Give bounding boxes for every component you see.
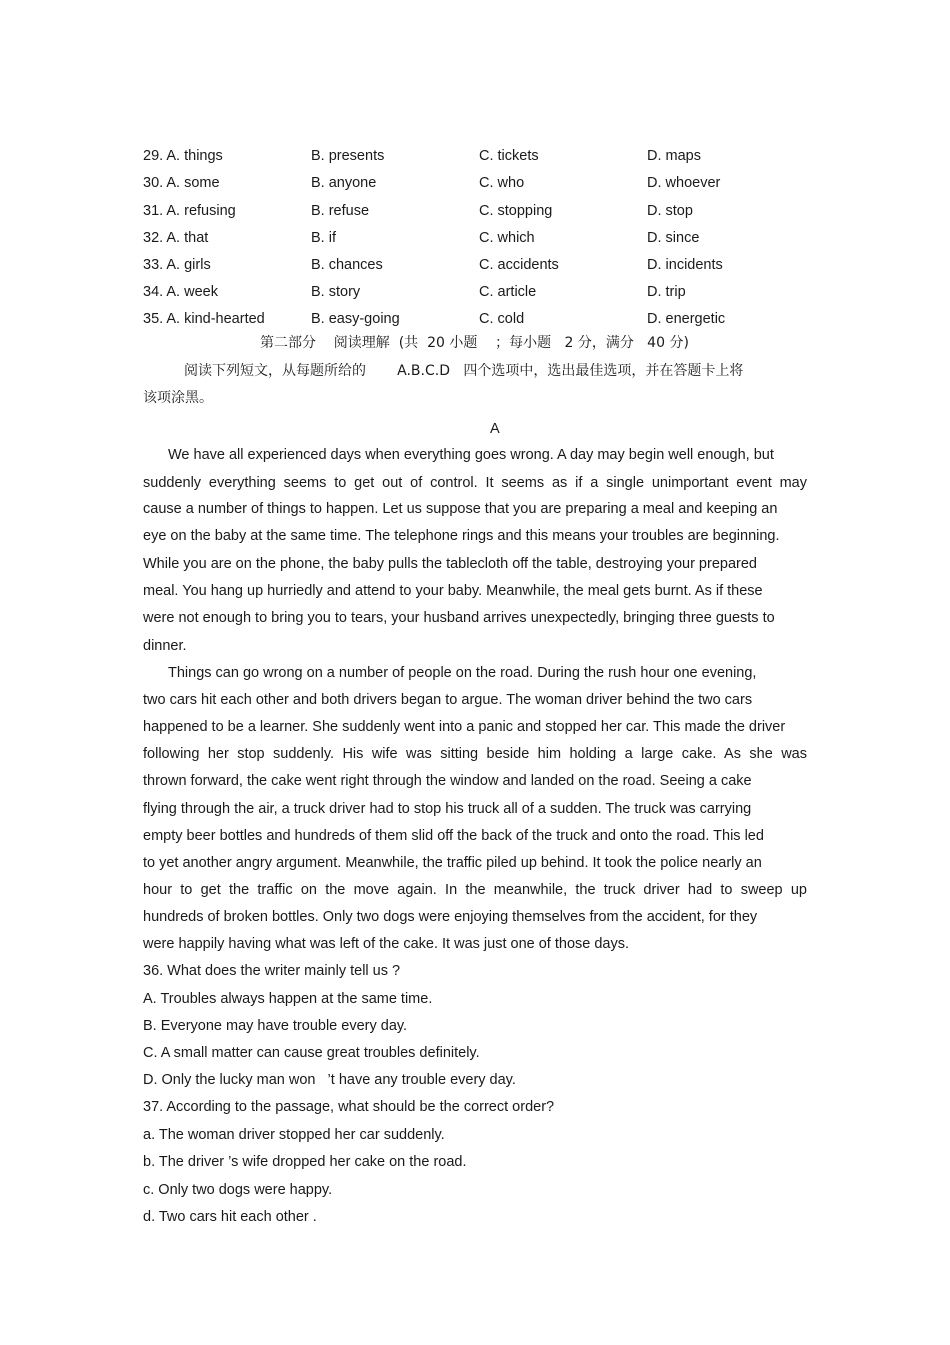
passage-line: to yet another angry argument. Meanwhile, the traffic piled up behind. It took the police nearly an [143, 855, 762, 871]
option-c: C. stopping [479, 203, 553, 219]
option-c: C. tickets [479, 148, 539, 164]
passage-label: A [490, 421, 500, 437]
question-option: A. Troubles always happen at the same time. [143, 991, 433, 1007]
passage-line: empty beer bottles and hundreds of them slid off the back of the truck and onto the road. This led [143, 828, 764, 844]
passage-line: flying through the air, a truck driver had to stop his truck all of a sudden. The truck was carrying [143, 801, 752, 817]
question-item: c. Only two dogs were happy. [143, 1182, 333, 1198]
option-d: D. stop [647, 203, 693, 219]
passage-line: suddenly everything seems to get out of control. It seems as if a single unimportant event may [143, 475, 807, 491]
question-option: C. A small matter can cause great troubles definitely. [143, 1045, 480, 1061]
passage-line: happened to be a learner. She suddenly went into a panic and stopped her car. This made the driver [143, 719, 786, 735]
option-c: C. cold [479, 311, 525, 327]
passage-line: hundreds of broken bottles. Only two dogs were enjoying themselves from the accident, for they [143, 909, 758, 925]
section-title: 第二部分 阅读理解 (共 20 小题 ；每小题 2 分，满分 40 分) [260, 335, 689, 351]
option-c: C. which [479, 230, 535, 246]
option-b: B. chances [311, 257, 383, 273]
option-a: 30. A. some [143, 175, 220, 191]
passage-line: two cars hit each other and both drivers began to argue. The woman driver behind the two cars [143, 692, 753, 708]
option-d: D. trip [647, 284, 686, 300]
passage-line: were happily having what was left of the cake. It was just one of those days. [143, 936, 630, 952]
passage-line: meal. You hang up hurriedly and attend to your baby. Meanwhile, the meal gets burnt. As if these [143, 583, 763, 599]
option-d: D. maps [647, 148, 701, 164]
question-item: b. The driver ’s wife dropped her cake on the road. [143, 1154, 467, 1170]
passage-line: following her stop suddenly. His wife was sitting beside him holding a large cake. As she was [143, 746, 807, 762]
option-b: B. presents [311, 148, 385, 164]
option-a: 35. A. kind-hearted [143, 311, 265, 327]
option-a: 33. A. girls [143, 257, 211, 273]
section-instruction: 阅读下列短文，从每题所给的 A.B.C.D 四个选项中，选出最佳选项，并在答题卡上将 [184, 363, 744, 379]
option-b: B. if [311, 230, 336, 246]
option-b: B. refuse [311, 203, 370, 219]
option-a: 34. A. week [143, 284, 218, 300]
option-b: B. easy-going [311, 311, 400, 327]
option-b: B. anyone [311, 175, 377, 191]
passage-line: We have all experienced days when everything goes wrong. A day may begin well enough, but [168, 447, 774, 463]
passage-line: Things can go wrong on a number of people on the road. During the rush hour one evening, [168, 665, 757, 681]
option-d: D. whoever [647, 175, 721, 191]
passage-line: hour to get the traffic on the move again. In the meanwhile, the truck driver had to sweep up [143, 882, 807, 898]
option-b: B. story [311, 284, 361, 300]
passage-line: cause a number of things to happen. Let us suppose that you are preparing a meal and keeping an [143, 501, 778, 517]
question-option: D. Only the lucky man won ’t have any trouble every day. [143, 1072, 516, 1088]
question-item: a. The woman driver stopped her car suddenly. [143, 1127, 445, 1143]
option-a: 29. A. things [143, 148, 223, 164]
option-d: D. since [647, 230, 700, 246]
option-d: D. incidents [647, 257, 723, 273]
question-37: 37. According to the passage, what should be the correct order? [143, 1099, 555, 1115]
passage-line: eye on the baby at the same time. The telephone rings and this means your troubles are beginning. [143, 528, 780, 544]
passage-line: While you are on the phone, the baby pulls the tablecloth off the table, destroying your prepared [143, 556, 757, 572]
option-a: 31. A. refusing [143, 203, 236, 219]
option-c: C. accidents [479, 257, 559, 273]
option-d: D. energetic [647, 311, 726, 327]
option-a: 32. A. that [143, 230, 209, 246]
question-36: 36. What does the writer mainly tell us ? [143, 963, 401, 979]
passage-line: thrown forward, the cake went right through the window and landed on the road. Seeing a cake [143, 773, 752, 789]
passage-line: dinner. [143, 638, 187, 654]
option-c: C. article [479, 284, 537, 300]
question-option: B. Everyone may have trouble every day. [143, 1018, 408, 1034]
option-c: C. who [479, 175, 525, 191]
question-item: d. Two cars hit each other . [143, 1209, 317, 1225]
section-instruction-cont: 该项涂黑。 [143, 390, 213, 406]
passage-line: were not enough to bring you to tears, your husband arrives unexpectedly, bringing three guests to [143, 610, 775, 626]
